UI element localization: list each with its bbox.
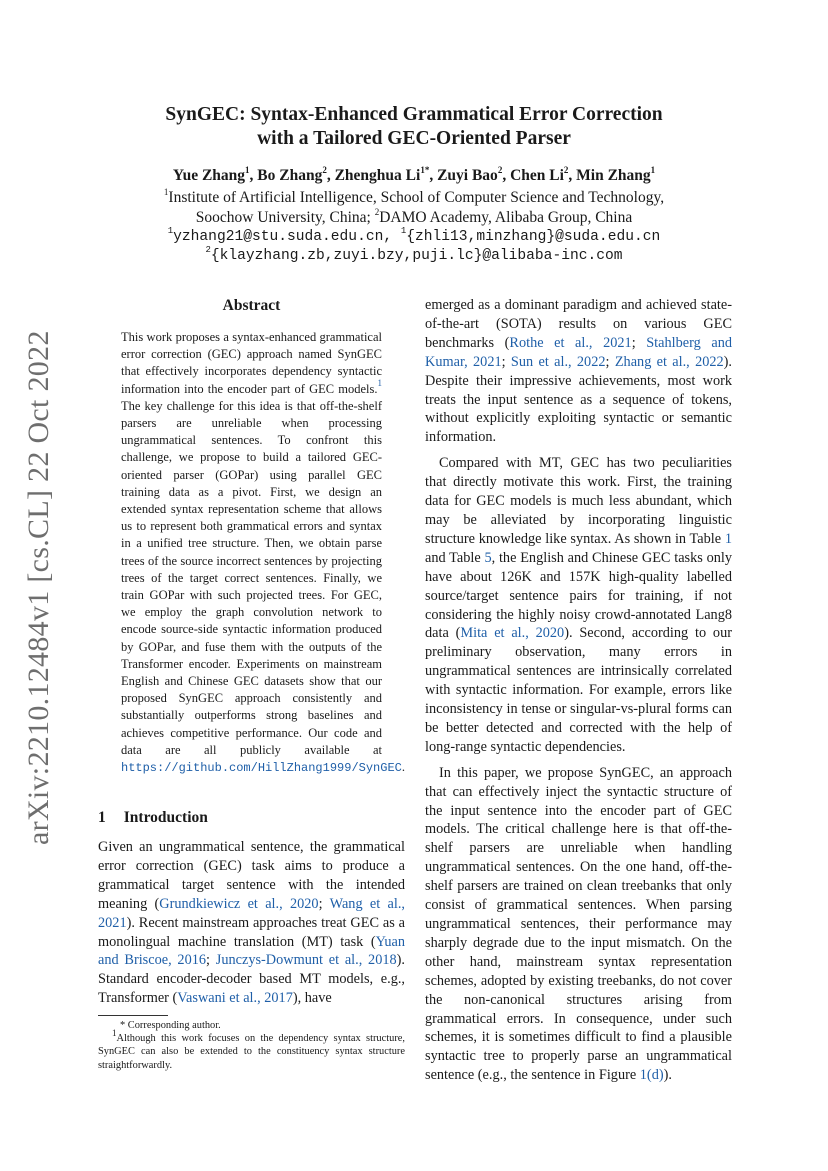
citation-link[interactable]: Stahlberg and Kumar, 2021 (425, 334, 732, 370)
abstract-heading: Abstract (222, 297, 281, 314)
author-mark: 1 (245, 164, 250, 175)
author-name: Zuyi Bao (437, 167, 498, 184)
body-paragraph: emerged as a dominant paradigm and achieved state-of-the-art (SOTA) results on various GEC benchmarks (Rothe et al., 2021; Stahlberg and Kumar, 2021; Sun et al., 2022; Zhang et al., 2022). Despite their impressive achievements, most work treats the input sentence as a sequence of tokens, without explicitly exploiting syntactic or semantic information. (425, 297, 733, 446)
affiliation-line: Soochow University, China; $^2$DAMO Academy, Alibaba Group, China (195, 206, 633, 226)
author-name: Chen Li (510, 167, 564, 184)
paper-title (100, 103, 728, 151)
email-line: $^1$yzhang21@stu.suda.edu.cn, $^1${zhli13,minzhang}@suda.edu.cn (167, 226, 661, 245)
citation-link[interactable]: Yuan and Briscoe, 2016 (98, 933, 405, 969)
abstract-body: This work proposes a syntax-enhanced grammatical error correction (GEC) approach named SynGEC that effectively incorporates dependency syntactic information into the encoder part of GEC models.$^1$ The key challenge for this idea is that off-the-shelf parsers are unreliable when processing ungrammatical sentences. To confront this challenge, we propose to build a tailored GEC-oriented parser (GOPar) using parallel GEC training data as a pivot. First, we design an extended syntax representation scheme that allows us to represent both grammatical errors and syntax in a unified tree structure. Then, we obtain parse trees of the source incorrect sentences by projecting trees of the target correct sentences. Finally, we train GOPar with such projected trees. For GEC, we employ the graph convolution network to encode source-side syntactic information produced by GOPar, and fuse them with the outputs of the Transformer encoder. Experiments on mainstream English and Chinese GEC datasets show that our proposed SynGEC approach consistently and substantially outperforms strong baselines and achieves competitive performance. Our code and data are all publicly available at https://github.com/HillZhang1999/SynGEC. (121, 330, 405, 776)
author-name: Min Zhang (576, 167, 651, 184)
affiliation-line: $^1$Institute of Artificial Intelligence, School of Computer Science and Technology, (163, 186, 665, 206)
arxiv-identifier: arXiv:2210.12484v1 [cs.CL] 22 Oct 2022 (22, 330, 55, 845)
author-mark: 2 (322, 164, 327, 175)
author-mark: 1* (420, 164, 430, 175)
footnote-rule (98, 1015, 168, 1016)
citation-link[interactable]: Sun et al., 2022 (510, 353, 606, 370)
citation-link[interactable]: Grundkiewicz et al., 2020 (159, 895, 319, 912)
section-title: Introduction (123, 809, 208, 826)
citation-link[interactable]: Vaswani et al., 2017 (177, 990, 293, 1007)
author-emails (100, 228, 728, 266)
intro-paragraph: Given an ungrammatical sentence, the grammatical error correction (GEC) task aims to produce a grammatical target sentence with the intended meaning (Grundkiewicz et al., 2020; Wang et al., 2021). Recent mainstream approaches treat GEC as a monolingual machine translation (MT) task (Yuan and Briscoe, 2016; Junczys-Dowmunt et al., 2018). Standard encoder-decoder based MT models, e.g., Transformer (Vaswani et al., 2017), have (98, 839, 405, 1007)
email-line: $^2${klayzhang.zb,zuyi.bzy,puji.lc}@alibaba-inc.com (205, 245, 623, 264)
citation-link[interactable]: Wang et al., 2021 (98, 895, 405, 931)
section-number: 1 (98, 809, 106, 826)
affiliations (100, 188, 728, 228)
table-ref-link[interactable]: 5 (484, 549, 492, 566)
author-name: Zhenghua Li (334, 167, 421, 184)
citation-link[interactable]: Zhang et al., 2022 (614, 353, 724, 370)
table-ref-link[interactable]: 1 (724, 530, 732, 547)
citation-link[interactable]: Junczys-Dowmunt et al., 2018 (215, 952, 397, 969)
code-link[interactable]: https://github.com/HillZhang1999/SynGEC (121, 761, 402, 776)
footnote: $^1$Although this work focuses on the dependency syntax structure, SynGEC can also be extended to the constituency syntax structure straightforwardly. (98, 1027, 405, 1071)
author-mark: 2 (497, 164, 503, 175)
citation-link[interactable]: Mita et al., 2020 (460, 625, 565, 642)
body-paragraph: In this paper, we propose SynGEC, an approach that can effectively inject the syntactic structure of the input sentence into the encoder part of GEC models. The critical challenge here is that off-the-shelf parsers are unreliable when handling ungrammatical sentences. On the one hand, off-the-shelf parsers are trained on clean treebanks that only consist of grammatical sentences. When parsing ungrammatical sentences, their performance may sharply degrade due to the input mismatch. On the other hand, mainstream syntax representation schemes, adopted by existing treebanks, do not cover the non-canonical structures arising from grammatical errors. In consequence, under such schemes, it is sometimes difficult to find a plausible syntactic tree to properly parse an ungrammatical sentence (e.g., the sentence in Figure 1(d)). (425, 764, 732, 1084)
author-name: Bo Zhang (257, 167, 323, 184)
footnote-marker[interactable]: 1 (377, 378, 382, 389)
author-mark: 1 (650, 164, 656, 175)
footnote: * Corresponding author. (120, 1020, 221, 1031)
footnotes (98, 1019, 405, 1072)
title-line: SynGEC: Syntax-Enhanced Grammatical Error Correction (165, 104, 663, 125)
author-list: Yue Zhang$^1$, Bo Zhang$^2$, Zhenghua $Li^{1*}$, Zuyi Bao$^2$, Chen Li$^2$, Min Zhang$^1$ (172, 164, 656, 184)
author-mark: 2 (563, 164, 569, 175)
body-paragraph: Compared with MT, GEC has two peculiarities that directly motivate this work. First, the training data for GEC models is much less abundant, which may be alleviated by incorporating linguistic structure knowledge like syntax. As shown in Table 1 and Table 5, the English and Chinese GEC tasks only have about 126K and 157K high-quality labelled source/target sentence pairs for training, if not considering the highly noisy crowd-annotated Lang8 data (Mita et al., 2020). Second, according to our preliminary observation, many errors in ungrammatical sentences are intrinsically correlated with syntactic information. For example, errors like inconsistency in tense or singular-vs-plural forms can be better detected and corrected with the help of long-range syntactic dependencies. (425, 455, 732, 755)
section-heading (98, 809, 226, 827)
author-name: Yue Zhang (172, 167, 246, 184)
citation-link[interactable]: Rothe et al., 2021 (509, 334, 632, 351)
figure-ref-link[interactable]: 1(d) (639, 1067, 664, 1084)
title-line: with a Tailored GEC-Oriented Parser (257, 128, 571, 149)
right-column (425, 296, 732, 1092)
